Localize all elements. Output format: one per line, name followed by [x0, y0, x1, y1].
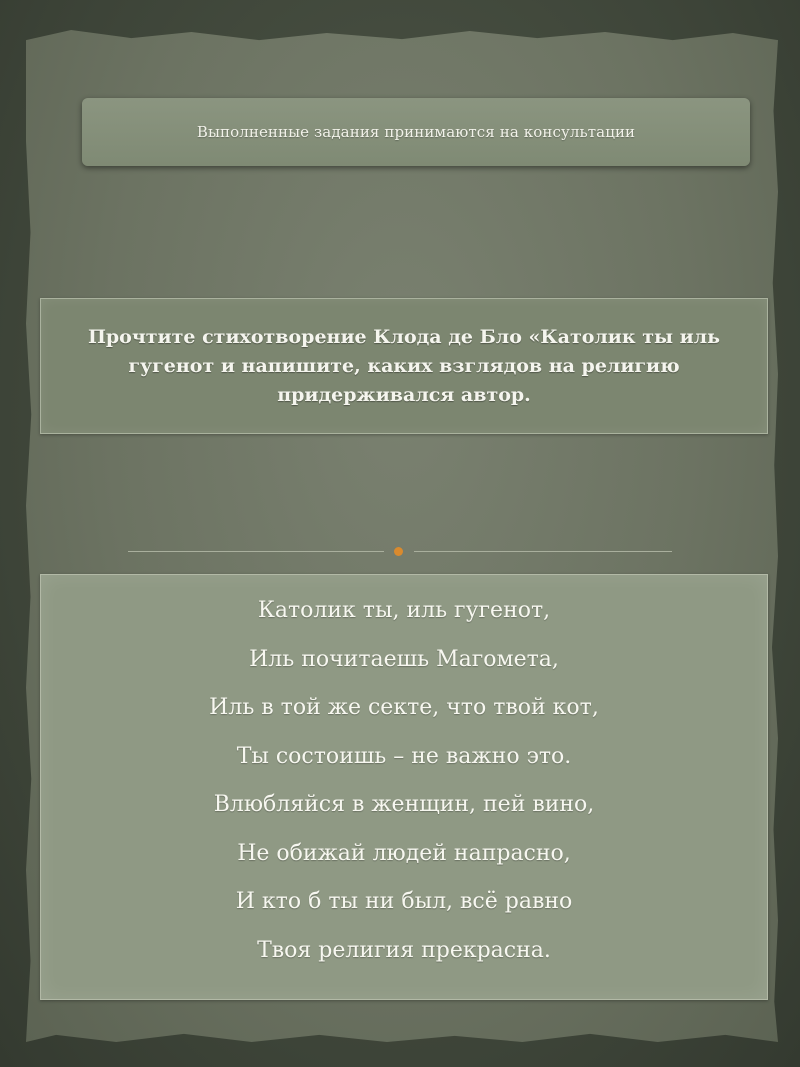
poem-box: [40, 574, 768, 1000]
task-text: Прочтите стихотворение Клода де Бло «Католик ты иль гугенот и напишите, каких взглядов на религию придерживался автор.: [87, 325, 721, 406]
divider-dot: [394, 547, 403, 556]
poem-line: И кто б ты ни был, всё равно: [235, 889, 573, 914]
poem-lines: [41, 587, 767, 975]
poem-line: Ты состоишь – не важно это.: [236, 743, 572, 769]
poem-line: Иль в той же секте, что твой кот,: [209, 695, 599, 720]
divider-right: [414, 551, 672, 552]
task-box: [40, 298, 768, 434]
poem-line: Католик ты, иль гугенот,: [257, 598, 551, 623]
poem-line: Иль почитаешь Магомета,: [249, 646, 559, 672]
poem-line: Не обижай людей напрасно,: [237, 840, 571, 866]
poem-line: Твоя религия прекрасна.: [257, 937, 551, 963]
note-banner: [82, 98, 750, 166]
divider-left: [128, 551, 384, 552]
note-text: Выполненные задания принимаются на консультации: [196, 123, 636, 141]
poem-line: Влюбляйся в женщин, пей вино,: [213, 792, 595, 817]
